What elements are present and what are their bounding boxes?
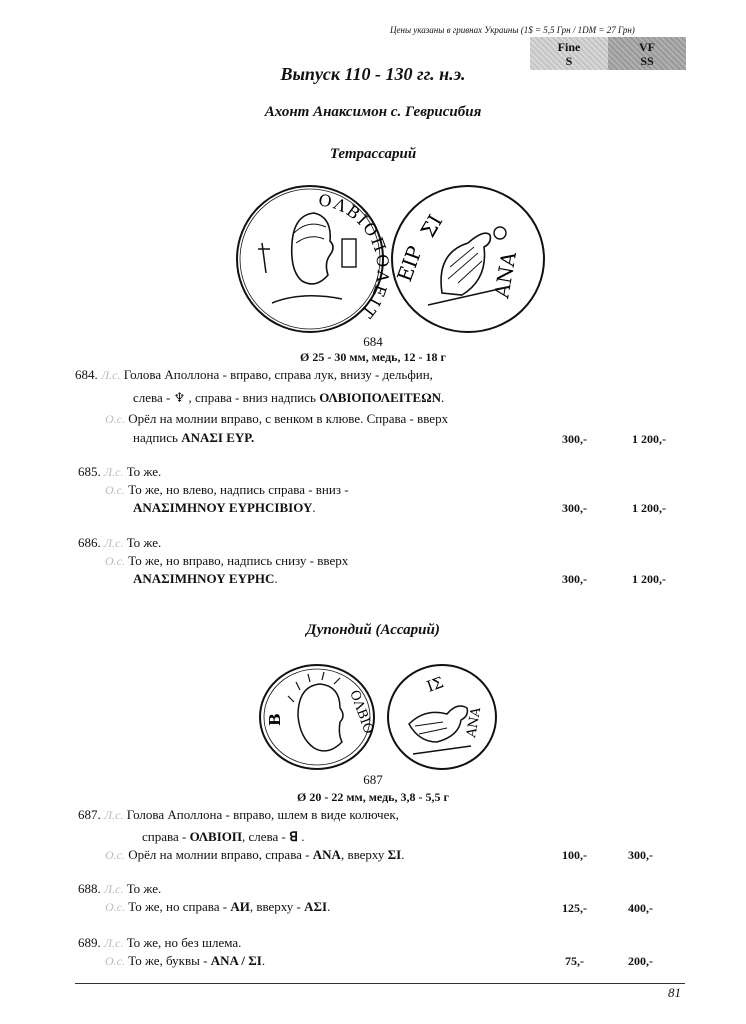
svg-text:ΕΙΡ: ΕΙΡ: [392, 242, 428, 285]
entry-686-reverse-line2: ΑΝΑΣΙΜΗΝΟΥ ΕΥΡΗC.: [133, 571, 278, 586]
entry-687-price-vf: 300,-: [628, 848, 653, 862]
coin-687-obverse: [258, 662, 376, 772]
entry-686-obverse: 686. Л.с. То же.: [78, 535, 162, 550]
grade-label-fine: Fine: [557, 39, 581, 54]
coin-687-spec: Ø 20 - 22 мм, медь, 3,8 - 5,5 г: [297, 790, 449, 804]
entry-686-price-vf: 1 200,-: [632, 572, 666, 586]
entry-688-price-vf: 400,-: [628, 901, 653, 915]
entry-686-reverse: О.с. То же, но вправо, надпись снизу - вверх: [105, 553, 349, 568]
denomination-heading-1: Тетрассарий: [329, 146, 417, 162]
page-number: 81: [668, 985, 681, 1000]
entry-688-obverse: 688. Л.с. То же.: [78, 881, 162, 896]
entry-689-price-vf: 200,-: [628, 954, 653, 968]
entry-685-price-fine: 300,-: [562, 501, 587, 515]
page-subtitle: Ахонт Анаксимон с. Геврисибия: [264, 104, 482, 120]
entry-684-price-fine: 300,-: [562, 432, 587, 446]
coin-687-number: 687: [363, 772, 383, 787]
entry-685-reverse-line2: ΑΝΑΣΙΜΗΝΟΥ ΕΥΡΗCΙΒΙΟΥ.: [133, 500, 316, 515]
entry-685-reverse: О.с. То же, но влево, надпись справа - вниз -: [105, 482, 349, 497]
denomination-heading-2: Дупондий (Ассарий): [306, 622, 440, 638]
entry-687-obverse-line2: справа - ΟΛΒΙΟΠ, слева - ꓭ .: [142, 829, 305, 844]
entry-685-price-vf: 1 200,-: [632, 501, 666, 515]
entry-689-obverse: 689. Л.с. То же, но без шлема.: [78, 935, 242, 950]
entry-684-price-vf: 1 200,-: [632, 432, 666, 446]
monogram-symbol: ♆: [173, 390, 186, 405]
entry-685-obverse: 685. Л.с. То же.: [78, 464, 162, 479]
coin-684-obverse: [224, 168, 393, 335]
entry-684-reverse-line2: надпись ΑΝΑΣΙ ΕΥΡ.: [133, 430, 255, 445]
svg-text:ΣΙ: ΣΙ: [415, 210, 448, 242]
entry-688-price-fine: 125,-: [562, 901, 587, 915]
coin-687-reverse-legend: ΑΝΑ: [464, 706, 485, 739]
page-title: Выпуск 110 - 130 гг. н.э.: [280, 64, 466, 84]
coin-687-obverse-letter: B: [266, 713, 284, 726]
footer-rule: [75, 983, 685, 984]
entry-686-price-fine: 300,-: [562, 572, 587, 586]
entry-688-reverse: О.с. То же, но справа - ΑИ, вверху - ΑΣΙ.: [105, 899, 331, 914]
coin-687-reverse: [385, 662, 499, 772]
entry-684-obverse: 684. Л.с. Голова Аполлона - вправо, справа лук, внизу - дельфин,: [75, 367, 433, 382]
coin-684-spec: Ø 25 - 30 мм, медь, 12 - 18 г: [300, 350, 446, 364]
entry-687-price-fine: 100,-: [562, 848, 587, 862]
entry-687-reverse: О.с. Орёл на молнии вправо, справа - ΑΝΑ, вверху ΣΙ.: [105, 847, 405, 862]
coin-687-obverse-legend: ΟΛΒΙΟ: [346, 688, 376, 737]
coin-684-reverse: [388, 183, 548, 335]
grade-label-vf: VF: [639, 39, 655, 54]
entry-689-reverse: О.с. То же, буквы - ΑΝΑ / ΣΙ.: [105, 953, 266, 968]
coin-684-number: 684: [363, 334, 383, 349]
grade-label-s: S: [565, 53, 573, 68]
coin-687-reverse-letters: IΣ: [424, 673, 446, 696]
entry-684-reverse: О.с. Орёл на молнии вправо, с венком в клюве. Справа - вверх: [105, 411, 449, 426]
entry-687-obverse: 687. Л.с. Голова Аполлона - вправо, шлем в виде колючек,: [78, 807, 399, 822]
entry-689-price-fine: 75,-: [565, 954, 584, 968]
price-note: Цены указаны в гривнах Украины (1$ = 5,5 Грн / 1DM = 27 Грн): [390, 25, 635, 35]
entry-684-obverse-line2: слева - ♆ , справа - вниз надпись ΟΛΒΙΟΠΟΛΕΙΤΕΩΝ.: [133, 390, 445, 405]
svg-text:ΑΝΑ: ΑΝΑ: [489, 250, 521, 300]
coin-684-obverse-legend: ΟΛΒΙΟΠΟΛΕΙΤΕΩΝ: [224, 168, 393, 324]
grade-label-ss: SS: [640, 53, 654, 68]
